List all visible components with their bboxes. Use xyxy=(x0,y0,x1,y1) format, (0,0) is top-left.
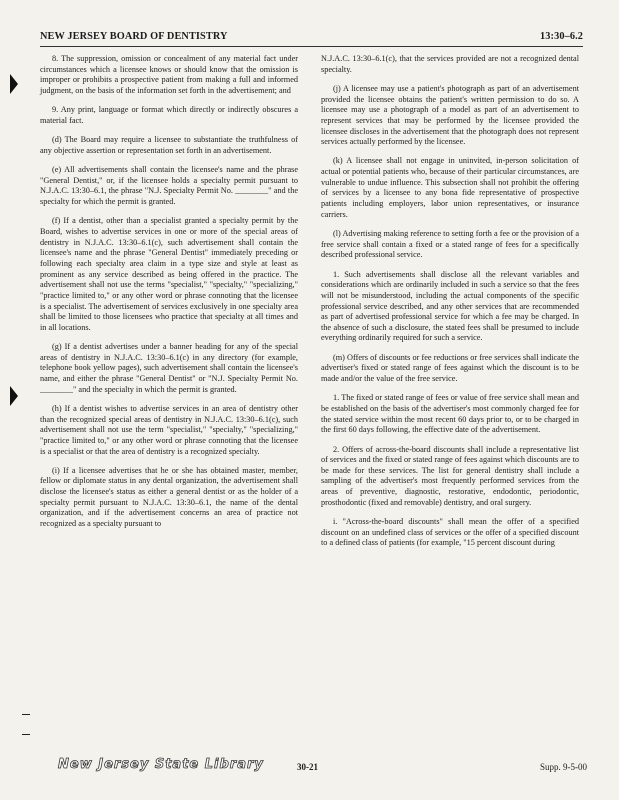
margin-dash-mark xyxy=(22,714,30,715)
paragraph-pg: (g) If a dentist advertises under a banner heading for any of the special areas of dentistry in N.J.A.C. 13:30–6.1(c) in any directory (for example, telephone book yellow pages), such advertisement shall contain the licensee's name, and either the phrase "General Dentist" or "N.J. Specialty Permit No. ________" and the specialty in which the permit is granted. xyxy=(40,342,298,394)
paragraph-pi_cont: N.J.A.C. 13:30–6.1(c), that the services provided are not a recognized dental specialty. xyxy=(321,54,579,74)
revision-marker-icon xyxy=(10,74,18,94)
supplement-date: Supp. 9-5-00 xyxy=(540,762,587,772)
paragraph-pj: (j) A licensee may use a patient's photograph as part of an advertisement provided the licensee obtains the patient's written permission to do so. A licensee may use a photograph of a model as part of an advertisement to represent services that may be performed by the licensee provided the licensee discloses in the advertisement that the photograph does not represent services actually performed by the licensee. xyxy=(321,83,579,147)
paragraph-pd: (d) The Board may require a licensee to substantiate the truthfulness of any objective assertion or representation set forth in an advertisement. xyxy=(40,135,298,155)
paragraph-ph: (h) If a dentist wishes to advertise services in an area of dentistry other than the recognized special areas of dentistry in N.J.A.C. 13:30–6.1(c), such advertisement shall not use the term "specialist," "specialty," "specializing," "practice limited to," or any other word or phrase connoting that the licensee is a specialist or that the area of dentistry is a recognized specialty. xyxy=(40,403,298,456)
paragraph-pf: (f) If a dentist, other than a specialist granted a specialty permit by the Board, wishes to advertise services in one or more of the special areas of dentistry in N.J.A.C. 13:30–6.1(c), such advertisement shall contain the licensee's name and the phrase "General Dentist" immediately preceding or following each specialty area claim in a type size and style at least as prominent as any service described as being offered in the practice. The advertisement shall not use the terms "specialist," "specialty," "specializing," "practice limited to," or any other word or phrase connoting that the licensee is a specialist. The advertisement of services exclusively in one specialty area shall be limited to those licensees who practice that specialty at all times and in all locations. xyxy=(40,216,298,332)
margin-dash-mark xyxy=(22,734,30,735)
paragraph-pm2i: i. "Across-the-board discounts" shall mean the offer of a specified discount on an undefined class of services or the offer of a specified discount to a defined class of patients (for example, "15 percent discount during xyxy=(321,517,579,548)
running-header xyxy=(40,31,583,42)
paragraph-pm: (m) Offers of discounts or fee reductions or free services shall indicate the advertiser's fixed or stated range of fees against which the discount is to be made and/or the value of the free service. xyxy=(321,352,579,384)
paragraph-pm1: 1. The fixed or stated range of fees or value of free service shall mean and be established on the basis of the advertiser's most commonly charged fee for the stated service within the most recent 60 days prior to, or to be charged in the first 60 days following, the effective date of the advertisement. xyxy=(321,393,579,435)
paragraph-pe: (e) All advertisements shall contain the licensee's name and the phrase "General Dentist," or, if the licensee holds a specialty permit pursuant to N.J.A.C. 13:30–6.1, the phrase "N.J. Specialty Permit No. ________" and the specialty for which the permit is granted. xyxy=(40,165,298,206)
paragraph-pk: (k) A licensee shall not engage in uninvited, in-person solicitation of actual or potential patients who, because of their particular circumstances, are vulnerable to undue influence. This subsection shall not prohibit the offering of services by a licensee to any bona fide representative of prospective patients including employers, labor union representatives, or insurance carriers. xyxy=(321,156,579,219)
header-section: 13:30–6.2 xyxy=(540,31,583,42)
paragraph-pl1: 1. Such advertisements shall disclose all the relevant variables and considerations which are ordinarily included in such a service so that the fees will not be misunderstood, including the actual components of the specific professional service described, and any other services that are recommended as part of advertised professional service for which a fee may be charged. In the absence of such a disclosure, the stated fees shall be presumed to include everything ordinarily required for such a service. xyxy=(321,269,579,343)
revision-marker-icon xyxy=(10,386,18,406)
paragraph-p8: 8. The suppression, omission or concealment of any material fact under circumstances which a licensee knows or should know that the omission is improper or prohibits a prospective patient from making a full and informed judgment, on the basis of the information set forth in the advertisement; and xyxy=(40,54,298,95)
header-rule xyxy=(40,46,583,47)
library-stamp: New Jersey State Library xyxy=(58,757,264,772)
left-column xyxy=(40,54,298,538)
paragraph-pi: (i) If a licensee advertises that he or she has obtained master, member, fellow or diplomate status in any dental organization, the advertisement shall disclose the licensee's status as either a general dentist or as the holder of a specialty permit pursuant to N.J.A.C. 13:30–6.1, the name of the dental organization, and if the advertisement concerns an area of practice not recognized as a specialty pursuant to xyxy=(40,465,298,529)
paragraph-p9: 9. Any print, language or format which directly or indirectly obscures a material fact. xyxy=(40,105,298,125)
right-column xyxy=(321,54,579,558)
paragraph-pm2: 2. Offers of across-the-board discounts shall include a representative list of services and the fixed or stated range of fees against which discounts are to be made for these services. The list for general dentistry shall include a sampling of the advertiser's most frequently performed services from the areas of preventive, diagnostic, restorative, endodontic, periodontic, prosthodontic (fixed and removable) dentistry, and oral surgery. xyxy=(321,444,579,507)
paragraph-pl: (l) Advertising making reference to setting forth a fee or the provision of a free service shall contain a fixed or a stated range of fees for a specifically described professional service. xyxy=(321,228,579,260)
header-title: NEW JERSEY BOARD OF DENTISTRY xyxy=(40,31,228,42)
page-number: 30-21 xyxy=(297,762,318,772)
